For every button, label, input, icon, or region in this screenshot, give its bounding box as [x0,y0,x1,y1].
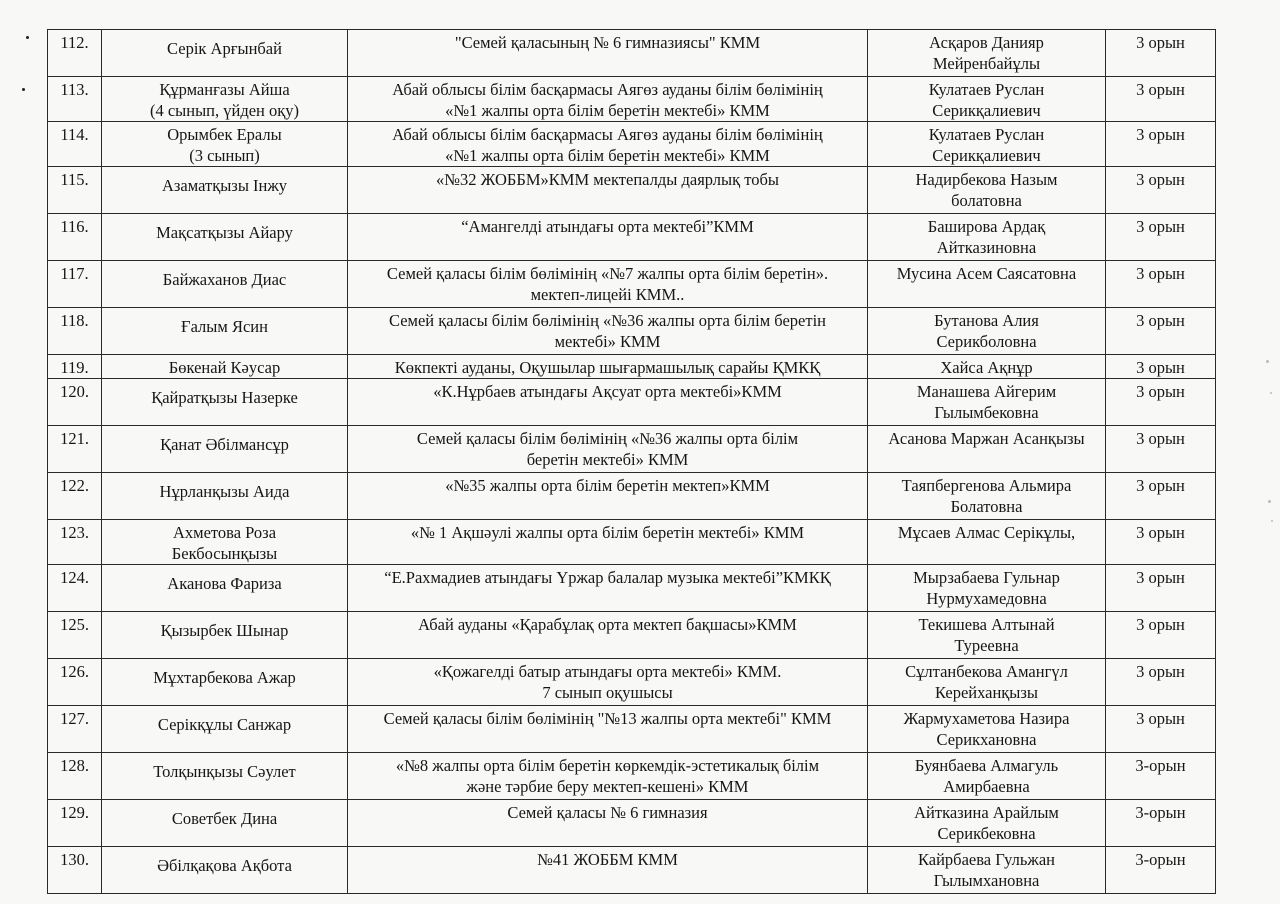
participant-name-line: Әбілқақова Ақбота [157,856,292,875]
place-value: 3 орын [1106,77,1216,122]
place-value: 3 орын [1106,379,1216,426]
row-number: 117. [48,261,102,308]
school-name [348,800,868,847]
teacher-name [868,379,1106,426]
place-value: 3 орын [1106,659,1216,706]
participant-name [102,379,348,426]
teacher-name [868,565,1106,612]
participant-name-line: Ахметова Роза [172,523,277,542]
teacher-name-line: Кулатаев Руслан [928,80,1045,99]
participant-name [102,565,348,612]
row-number: 121. [48,426,102,473]
teacher-name-line: Манашева Айгерим [916,382,1057,401]
row-number: 116. [48,214,102,261]
school-name [348,379,868,426]
teacher-name-line: Жармухаметова Назира [903,709,1070,728]
school-name-line: “Амангелді атындағы орта мектебі”КММ [461,217,754,236]
participant-name-line: Қанат Әбілмансұр [160,435,289,454]
teacher-name-line: Сұлтанбекова Амангүл [905,662,1068,681]
teacher-name [868,473,1106,520]
participant-name [102,473,348,520]
school-name [348,565,868,612]
school-name-line: «№8 жалпы орта білім беретін көркемдік-эстетикалық білім [395,756,820,775]
teacher-name-line: Мейренбайұлы [932,54,1041,73]
school-name [348,612,868,659]
place-value: 3-орын [1106,800,1216,847]
participant-name [102,612,348,659]
teacher-name [868,214,1106,261]
place-value: 3 орын [1106,473,1216,520]
teacher-name-line: Хайса Ақнұр [940,358,1033,377]
participant-name-line: Байжаханов Диас [162,270,287,289]
school-name [348,706,868,753]
participant-name-line: Қызырбек Шынар [160,621,289,640]
table-row [48,800,1216,847]
row-number: 128. [48,753,102,800]
participant-name [102,167,348,214]
teacher-name-line: Мусина Асем Саясатовна [896,264,1077,283]
participant-name-line: Қайратқызы Назерке [151,388,298,407]
teacher-name-line: Кулатаев Руслан [928,125,1045,144]
school-name-line: Семей қаласы білім бөлімінің «№36 жалпы орта білім [416,429,799,448]
teacher-name [868,800,1106,847]
teacher-name [868,261,1106,308]
participant-name-line: Ғалым Ясин [181,317,268,336]
participant-name-line: Серікқұлы Санжар [157,715,292,734]
participant-name-line: Бекбосынқызы [171,544,278,563]
teacher-name-line: Асанова Маржан Асанқызы [888,429,1085,448]
place-value: 3 орын [1106,612,1216,659]
results-table [47,29,1216,894]
teacher-name-line: Гылымбековна [934,403,1039,422]
school-name-line: «Қожагелді батыр атындағы орта мектебі» КММ. [433,662,782,681]
participant-name-line: Мақсатқызы Айару [156,223,293,242]
school-name-line: «№35 жалпы орта білім беретін мектеп»КММ [445,476,770,495]
margin-mark [26,36,29,39]
participant-name [102,30,348,77]
row-number: 120. [48,379,102,426]
table-row [48,847,1216,894]
school-name-line: Семей қаласы № 6 гимназия [507,803,708,822]
table-row [48,214,1216,261]
participant-name [102,308,348,355]
row-number: 130. [48,847,102,894]
participant-name-line: Серік Арғынбай [167,39,282,58]
participant-name-line: Бөкенай Кәусар [168,358,281,377]
place-value: 3 орын [1106,261,1216,308]
school-name-line: «№32 ЖОББМ»КММ мектепалды даярлық тобы [435,170,779,189]
teacher-name [868,753,1106,800]
school-name-line: №41 ЖОББМ КММ [537,850,678,869]
participant-name-line: Құрманғазы Айша [159,80,290,99]
table-row [48,355,1216,379]
school-name [348,753,868,800]
margin-mark [22,88,25,91]
teacher-name-line: Асқаров Данияр [929,33,1044,52]
teacher-name [868,706,1106,753]
teacher-name-line: Серикболовна [936,332,1037,351]
school-name-line: "Семей қаласының № 6 гимназиясы" КММ [454,33,761,52]
school-name-line: Абай облысы білім басқармасы Аягөз ауданы білім бөлімінің [392,80,823,99]
school-name [348,261,868,308]
teacher-name-line: Керейханқызы [935,683,1038,702]
teacher-name [868,308,1106,355]
participant-name [102,77,348,122]
teacher-name [868,355,1106,379]
teacher-name-line: Буянбаева Алмагуль [914,756,1059,775]
teacher-name [868,520,1106,565]
school-name [348,426,868,473]
participant-name [102,355,348,379]
table-row [48,565,1216,612]
row-number: 125. [48,612,102,659]
teacher-name-line: Кайрбаева Гульжан [917,850,1055,869]
teacher-name-line: Айтказиновна [936,238,1037,257]
scan-speck [1266,360,1269,363]
teacher-name-line: Мұсаев Алмас Серікұлы, [897,523,1076,542]
participant-name [102,520,348,565]
participant-name [102,122,348,167]
scan-speck [1271,520,1273,522]
school-name [348,659,868,706]
participant-name [102,261,348,308]
row-number: 122. [48,473,102,520]
participant-name-line: Мұхтарбекова Ажар [153,668,296,687]
participant-name-line: (4 сынып, үйден оқу) [149,101,300,120]
place-value: 3 орын [1106,214,1216,261]
teacher-name-line: болатовна [951,191,1022,210]
teacher-name-line: Серикбековна [937,824,1036,843]
school-name [348,214,868,261]
participant-name-line: Аканова Фариза [167,574,282,593]
school-name-line: «№ 1 Ақшәулі жалпы орта білім беретін мектебі» КММ [410,523,805,542]
participant-name [102,659,348,706]
school-name [348,308,868,355]
row-number: 115. [48,167,102,214]
teacher-name-line: Таяпбергенова Альмира [901,476,1072,495]
teacher-name-line: Текишева Алтынай [918,615,1055,634]
teacher-name-line: Айтказина Арайлым [914,803,1059,822]
teacher-name-line: Туреевна [954,636,1019,655]
school-name-line: 7 сынып оқушысы [542,683,673,702]
teacher-name [868,77,1106,122]
school-name-line: Семей қаласы білім бөлімінің «№7 жалпы орта білім беретін». [386,264,829,283]
row-number: 112. [48,30,102,77]
teacher-name-line: Серикқалиевич [932,146,1041,165]
place-value: 3 орын [1106,122,1216,167]
school-name-line: «№1 жалпы орта білім беретін мектебі» КММ [445,101,770,120]
place-value: 3 орын [1106,355,1216,379]
teacher-name-line: Серикхановна [936,730,1037,749]
school-name [348,520,868,565]
school-name-line: Көкпекті ауданы, Оқушылар шығармашылық сарайы ҚМКҚ [394,358,821,377]
scan-speck [1268,500,1271,503]
place-value: 3 орын [1106,706,1216,753]
table-row [48,426,1216,473]
teacher-name [868,659,1106,706]
school-name-line: «№1 жалпы орта білім беретін мектебі» КММ [445,146,770,165]
school-name-line: мектебі» КММ [554,332,661,351]
school-name-line: Семей қаласы білім бөлімінің "№13 жалпы орта мектебі" КММ [383,709,832,728]
results-table-body [48,30,1216,894]
teacher-name-line: Надирбекова Назым [915,170,1058,189]
table-row [48,30,1216,77]
school-name [348,355,868,379]
participant-name [102,214,348,261]
row-number: 127. [48,706,102,753]
teacher-name-line: Серикқалиевич [932,101,1041,120]
school-name [348,122,868,167]
school-name [348,77,868,122]
row-number: 129. [48,800,102,847]
participant-name-line: Азаматқызы Інжу [162,176,287,195]
teacher-name-line: Баширова Ардақ [927,217,1046,236]
place-value: 3 орын [1106,167,1216,214]
table-row [48,520,1216,565]
school-name [348,167,868,214]
place-value: 3 орын [1106,565,1216,612]
teacher-name [868,847,1106,894]
table-row [48,473,1216,520]
teacher-name-line: Амирбаевна [943,777,1030,796]
table-row [48,308,1216,355]
table-row [48,612,1216,659]
school-name-line: Абай облысы білім басқармасы Аягөз ауданы білім бөлімінің [392,125,823,144]
teacher-name-line: Нурмухамедовна [926,589,1047,608]
school-name-line: мектеп-лицейі КММ.. [530,285,685,304]
row-number: 126. [48,659,102,706]
teacher-name [868,612,1106,659]
school-name [348,30,868,77]
row-number: 119. [48,355,102,379]
participant-name-line: Толқынқызы Сәулет [153,762,296,781]
participant-name [102,753,348,800]
place-value: 3 орын [1106,30,1216,77]
participant-name [102,426,348,473]
table-row [48,122,1216,167]
teacher-name-line: Мырзабаева Гульнар [913,568,1060,587]
school-name-line: Абай ауданы «Қарабұлақ орта мектеп бақшасы»КММ [418,615,797,634]
table-row [48,379,1216,426]
teacher-name [868,167,1106,214]
table-row [48,77,1216,122]
teacher-name [868,30,1106,77]
row-number: 113. [48,77,102,122]
place-value: 3-орын [1106,753,1216,800]
school-name-line: «К.Нұрбаев атындағы Ақсуат орта мектебі»КММ [433,382,782,401]
teacher-name-line: Гылымхановна [933,871,1040,890]
table-row [48,753,1216,800]
row-number: 118. [48,308,102,355]
school-name [348,473,868,520]
school-name-line: беретін мектебі» КММ [526,450,689,469]
table-row [48,659,1216,706]
participant-name-line: Советбек Дина [171,809,278,828]
teacher-name [868,426,1106,473]
school-name-line: “Е.Рахмадиев атындағы Үржар балалар музыка мектебі”КМКҚ [384,568,831,587]
teacher-name-line: Бутанова Алия [934,311,1039,330]
row-number: 123. [48,520,102,565]
teacher-name [868,122,1106,167]
row-number: 114. [48,122,102,167]
school-name-line: және тәрбие беру мектеп-кешені» КММ [466,777,749,796]
school-name-line: Семей қаласы білім бөлімінің «№36 жалпы орта білім беретін [388,311,827,330]
participant-name [102,800,348,847]
table-row [48,261,1216,308]
participant-name [102,847,348,894]
scan-speck [1270,392,1272,394]
participant-name [102,706,348,753]
school-name [348,847,868,894]
table-row [48,706,1216,753]
table-row [48,167,1216,214]
participant-name-line: Орымбек Ералы [167,125,282,144]
teacher-name-line: Болатовна [950,497,1023,516]
place-value: 3 орын [1106,520,1216,565]
participant-name-line: Нұрланқызы Аида [159,482,290,501]
row-number: 124. [48,565,102,612]
participant-name-line: (3 сынып) [189,146,260,165]
place-value: 3-орын [1106,847,1216,894]
place-value: 3 орын [1106,308,1216,355]
place-value: 3 орын [1106,426,1216,473]
